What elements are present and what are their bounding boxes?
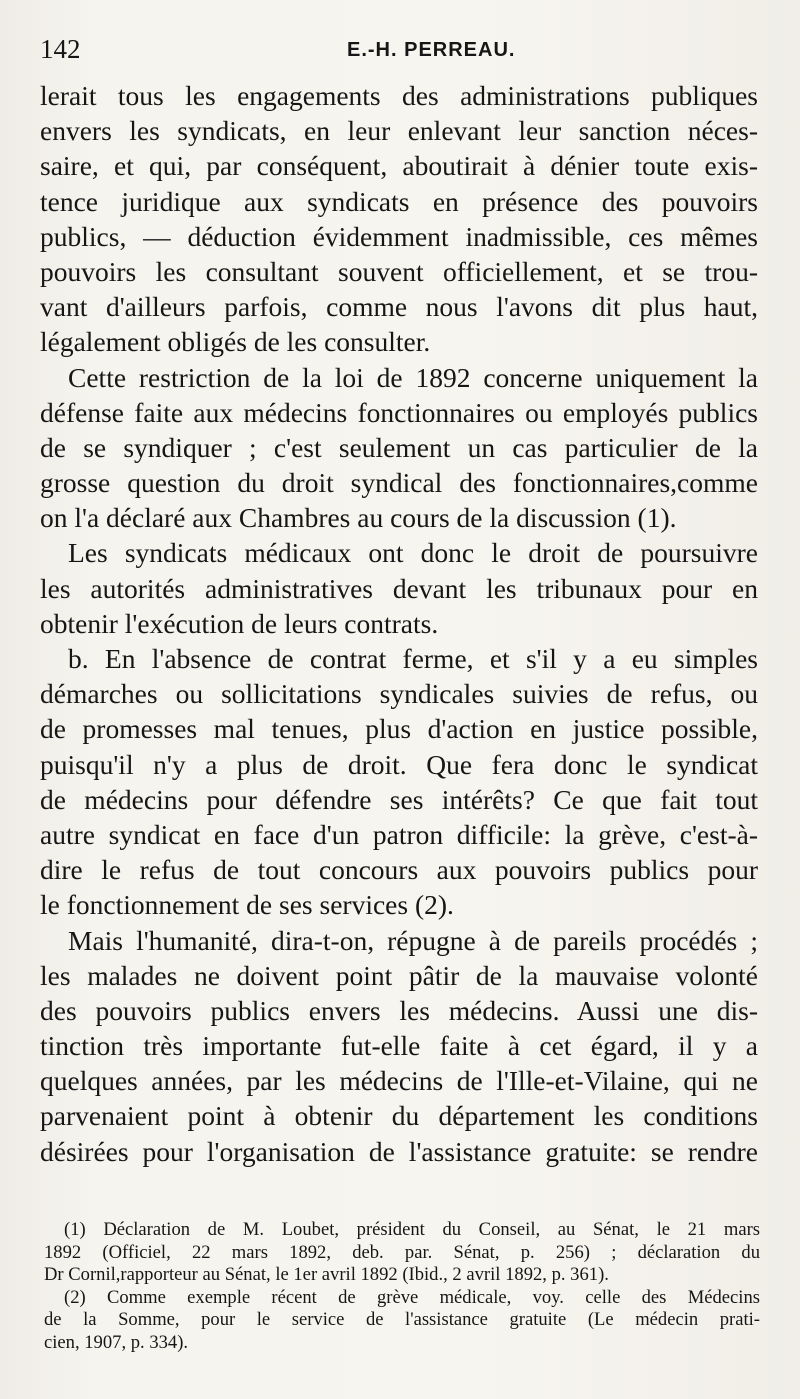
footnote-line: Dr Cornil,rapporteur au Sénat, le 1er avril 1892 (Ibid., 2 avril 1892, p. 361). bbox=[44, 1264, 609, 1285]
text-line: on l'a déclaré aux Chambres au cours de la discussion (1). bbox=[40, 502, 677, 534]
footnote-line: (2) Comme exemple récent de grève médicale, voy. celle des Médecins bbox=[64, 1286, 760, 1308]
text-line: dire le refus de tout concours aux pouvoirs publics pour bbox=[40, 854, 758, 886]
text-line: parvenaient point à obtenir du département les conditions bbox=[40, 1100, 758, 1132]
text-line: de promesses mal tenues, plus d'action en justice possible, bbox=[40, 713, 758, 745]
text-line: quelques années, par les médecins de l'Ille-et-Vilaine, qui ne bbox=[40, 1065, 758, 1097]
text-line: le fonctionnement de ses services (2). bbox=[40, 889, 454, 921]
text-line: pouvoirs les consultant souvent officiellement, et se trou- bbox=[40, 255, 758, 287]
footnotes bbox=[44, 1219, 760, 1354]
paragraph-start-line: Les syndicats médicaux ont donc le droit de poursuivre bbox=[68, 537, 758, 569]
text-line: de médecins pour défendre ses intérêts? Ce que fait tout bbox=[40, 783, 758, 815]
text-line: obtenir l'exécution de leurs contrats. bbox=[40, 607, 439, 639]
text-line: défense faite aux médecins fonctionnaires ou employés publics bbox=[40, 396, 758, 428]
text-line: désirées pour l'organisation de l'assistance gratuite: se rendre bbox=[40, 1135, 758, 1167]
body-text bbox=[40, 78, 758, 1169]
paragraph-start-line: Mais l'humanité, dira-t-on, répugne à de pareils procédés ; bbox=[68, 924, 758, 956]
text-line: puisqu'il n'y a plus de droit. Que fera donc le syndicat bbox=[40, 748, 758, 780]
text-line: envers les syndicats, en leur enlevant leur sanction néces- bbox=[40, 115, 758, 147]
paragraph-start-line: Cette restriction de la loi de 1892 concerne uniquement la bbox=[68, 361, 758, 393]
paragraph-start-line: b. En l'absence de contrat ferme, et s'il y a eu simples bbox=[68, 643, 758, 674]
page-header bbox=[40, 34, 760, 74]
text-line: saire, et qui, par conséquent, aboutirait à dénier toute exis- bbox=[40, 150, 758, 182]
running-head: E.-H. PERREAU. bbox=[347, 39, 516, 61]
page-number: 142 bbox=[40, 34, 81, 64]
footnote-line: 1892 (Officiel, 22 mars 1892, deb. par. Sénat, p. 256) ; déclaration du bbox=[44, 1241, 760, 1263]
text-line: autre syndicat en face d'un patron difficile: la grève, c'est-à- bbox=[40, 818, 758, 850]
footnote-line: cien, 1907, p. 334). bbox=[44, 1331, 189, 1353]
text-line: démarches ou sollicitations syndicales suivies de refus, ou bbox=[40, 678, 758, 710]
text-line: légalement obligés de les consulter. bbox=[40, 326, 431, 358]
text-line: lerait tous les engagements des administrations publiques bbox=[40, 80, 758, 111]
text-line: tinction très importante fut-elle faite à cet égard, il y a bbox=[40, 1030, 758, 1062]
text-line: les autorités administratives devant les tribunaux pour en bbox=[40, 572, 758, 604]
footnote-line: (1) Déclaration de M. Loubet, président du Conseil, au Sénat, le 21 mars bbox=[64, 1219, 760, 1240]
text-line: publics, — déduction évidemment inadmissible, ces mêmes bbox=[40, 220, 758, 252]
text-line: des pouvoirs publics envers les médecins. Aussi une dis- bbox=[40, 994, 758, 1026]
text-line: vant d'ailleurs parfois, comme nous l'avons dit plus haut, bbox=[40, 291, 758, 323]
footnote-line: de la Somme, pour le service de l'assistance gratuite (Le médecin prati- bbox=[44, 1309, 760, 1330]
text-line: grosse question du droit syndical des fonctionnaires,comme bbox=[40, 467, 758, 499]
text-line: les malades ne doivent point pâtir de la mauvaise volonté bbox=[40, 959, 758, 991]
text-line: de se syndiquer ; c'est seulement un cas particulier de la bbox=[40, 431, 758, 463]
text-line: tence juridique aux syndicats en présence des pouvoirs bbox=[40, 185, 758, 217]
